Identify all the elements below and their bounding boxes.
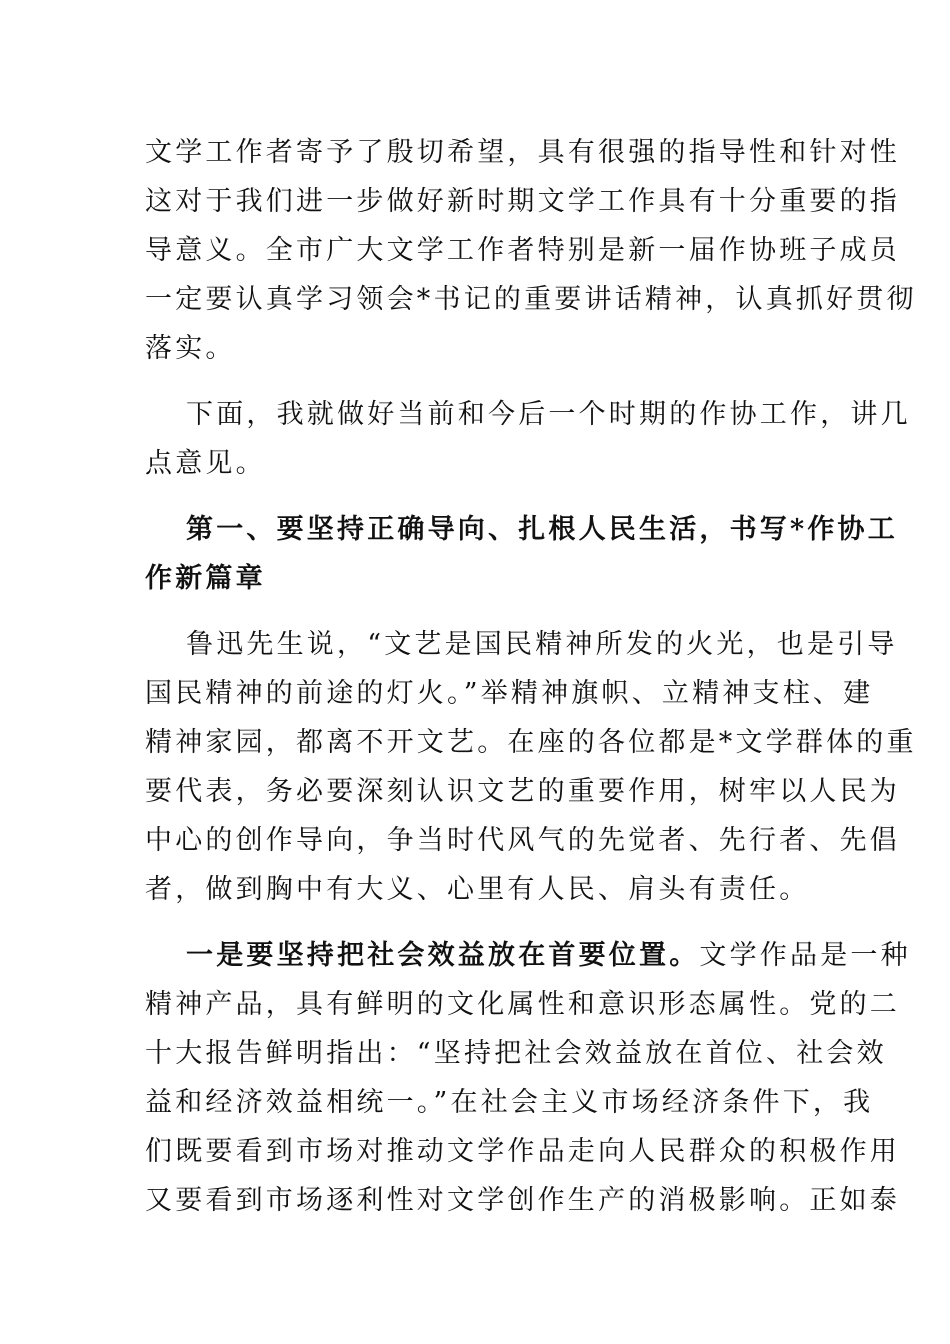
- text-line: 们既要看到市场对推动文学作品走向人民群众的积极作用: [145, 1136, 900, 1167]
- text-line: 中心的创作导向，争当时代风气的先觉者、先行者、先倡: [145, 825, 900, 856]
- text-line: 这对于我们进一步做好新时期文学工作具有十分重要的指: [145, 186, 900, 217]
- text-line: 一定要认真学习领会*书记的重要讲话精神，认真抓好贯彻: [145, 284, 917, 315]
- text-line: 文学工作者寄予了殷切希望，具有很强的指导性和针对性: [145, 137, 900, 168]
- text-line: 鲁迅先生说，“文艺是国民精神所发的火光，也是引导: [186, 629, 898, 660]
- paragraph-opinions: [145, 390, 911, 488]
- text-line: 益和经济效益相统一。”在社会主义市场经济条件下，我: [145, 1087, 874, 1118]
- paragraph-social-benefit: [145, 931, 911, 1225]
- text-line: 导意义。全市广大文学工作者特别是新一届作协班子成员: [145, 235, 900, 266]
- text-line: 十大报告鲜明指出：“坚持把社会效益放在首位、社会效: [145, 1038, 887, 1069]
- text-line: 要代表，务必要深刻认识文艺的重要作用，树牢以人民为: [145, 776, 900, 807]
- text-line: 国民精神的前途的灯火。”举精神旗帜、立精神支柱、建: [145, 678, 874, 709]
- lead-in-bold: 一是要坚持把社会效益放在首要位置。: [186, 940, 700, 971]
- text-line: 又要看到市场逐利性对文学创作生产的消极影响。正如泰: [145, 1185, 900, 1216]
- paragraph-lu-xun: [145, 620, 917, 914]
- section-heading-first: [145, 505, 898, 603]
- paragraph-intro: [145, 128, 917, 373]
- heading-line: 作新篇章: [145, 563, 266, 594]
- text-line: 精神产品，具有鲜明的文化属性和意识形态属性。党的二: [145, 989, 900, 1020]
- text-line: 精神家园，都离不开文艺。在座的各位都是*文学群体的重: [145, 727, 917, 758]
- text-line: 者，做到胸中有大义、心里有人民、肩头有责任。: [145, 874, 810, 905]
- document-body: [145, 128, 917, 1225]
- lead-in-rest: 文学作品是一种: [699, 940, 911, 971]
- text-line: 点意见。: [145, 448, 266, 479]
- text-line: 下面，我就做好当前和今后一个时期的作协工作，讲几: [186, 399, 911, 430]
- text-line: [145, 931, 911, 980]
- heading-line: 第一、要坚持正确导向、扎根人民生活，书写*作协工: [186, 514, 898, 545]
- text-line: 落实。: [145, 333, 236, 364]
